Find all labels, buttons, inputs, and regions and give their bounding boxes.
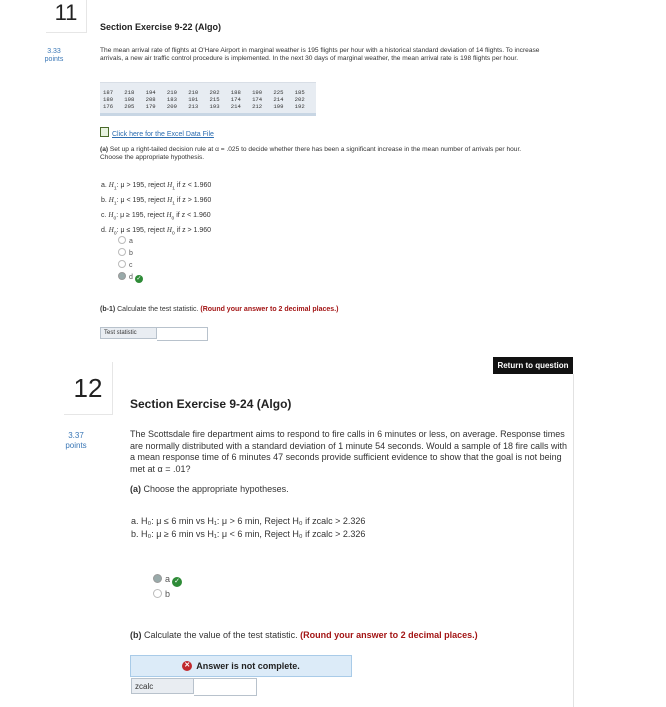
table-cell: 194	[145, 89, 156, 96]
error-x-icon: ✕	[182, 661, 192, 671]
table-cell: 180	[103, 96, 114, 103]
table-cell: 190	[252, 89, 263, 96]
question-description: The Scottsdale fire department aims to respond to fire calls in 6 minutes or less, on average. Response times are normally distributed with a standard deviation of 1 minute 54 seconds. Would a sample of 18 fire calls with a mean response time of 6 minutes 47 seconds provide sufficient evidence to show that the goal is not being met at α = .01?	[130, 429, 568, 474]
table-cell: 205	[124, 103, 135, 110]
test-statistic-label: Test statistic	[100, 327, 157, 339]
table-cell: 199	[273, 103, 284, 110]
table-row	[103, 103, 316, 110]
table-cell: 208	[145, 96, 156, 103]
radio-button[interactable]	[153, 589, 162, 598]
table-cell: 188	[230, 89, 241, 96]
part-a-label: (a)	[100, 146, 109, 153]
table-cell: 192	[294, 103, 305, 110]
radio-button[interactable]	[118, 236, 126, 244]
table-cell: 187	[103, 89, 114, 96]
question-description: The mean arrival rate of flights at O'Hare Airport in marginal weather is 195 flights per hour with a historical standard deviation of 14 flights. To increase arrivals, a new air traffic control procedure is implemented. In the next 30 days of marginal weather, the mean arrival rate is 198 flights per hour.	[100, 47, 540, 63]
choice-b: b. $H_1$: μ < 195, reject $H_1$ if z > 1.960	[101, 195, 212, 207]
question-points	[38, 48, 70, 65]
points-value: 3.37	[68, 431, 84, 440]
radio-button[interactable]	[118, 260, 126, 268]
choice-a: a. H₀: μ ≤ 6 min vs H₁: μ > 6 min, Reject H₀ if zcalc > 2.326	[131, 516, 366, 526]
data-table	[100, 82, 316, 116]
excel-file-icon	[100, 127, 109, 137]
table-cell: 191	[188, 96, 199, 103]
question-number-text: 12	[73, 372, 103, 403]
test-statistic-input[interactable]	[157, 327, 208, 341]
choice-b: b. H₀: μ ≥ 6 min vs H₁: μ < 6 min, Reject H₀ if zcalc > 2.326	[131, 529, 366, 539]
status-text: Answer is not complete.	[196, 661, 300, 671]
choice-d: d. $H_0$: μ ≤ 195, reject $H_0$ if z > 1.960	[101, 225, 212, 237]
question-points	[54, 431, 98, 450]
hypothesis-choices	[131, 515, 365, 541]
points-label: points	[44, 56, 64, 64]
radio-option-a[interactable]: a	[118, 236, 143, 248]
table-row	[103, 89, 316, 96]
table-cell: 174	[252, 96, 263, 103]
question-number-12	[64, 362, 113, 415]
table-cell: 176	[103, 103, 114, 110]
question-title: Section Exercise 9-22 (Algo)	[100, 22, 222, 32]
answer-radio-group	[153, 572, 182, 601]
points-value: 3.33	[47, 48, 61, 55]
question-divider	[573, 374, 574, 707]
table-cell: 214	[230, 103, 241, 110]
table-cell: 210	[166, 89, 177, 96]
table-cell: 174	[230, 96, 241, 103]
table-cell: 209	[166, 103, 177, 110]
table-cell: 213	[188, 103, 199, 110]
hypothesis-choices	[101, 180, 211, 240]
radio-button-selected[interactable]	[118, 272, 126, 280]
table-cell: 198	[124, 96, 135, 103]
zcalc-label: zcalc	[131, 678, 194, 694]
table-cell: 214	[273, 96, 284, 103]
excel-link-label: Click here for the Excel Data File	[112, 131, 214, 138]
choice-a: a. $H_1$: μ > 195, reject $H_1$ if z < 1.960	[101, 181, 212, 192]
table-cell: 179	[145, 103, 156, 110]
question-number-11	[46, 0, 87, 33]
excel-data-link[interactable]	[100, 127, 214, 138]
table-cell: 202	[294, 96, 305, 103]
zcalc-row	[131, 678, 257, 696]
table-cell: 210	[188, 89, 199, 96]
part-b-prompt: (b) Calculate the value of the test statistic. (Round your answer to 2 decimal places.)	[130, 630, 478, 640]
correct-check-icon: ✓	[172, 577, 182, 587]
radio-option-b[interactable]: b	[153, 587, 182, 601]
return-to-question-button[interactable]: Return to question	[493, 357, 573, 374]
table-cell: 202	[209, 89, 220, 96]
table-cell: 212	[252, 103, 263, 110]
question-number-text: 11	[54, 0, 78, 25]
answer-status-banner	[130, 655, 352, 677]
choice-c: c. $H_0$: μ ≥ 195, reject $H_0$ if z < 1.960	[101, 210, 211, 222]
part-a-prompt: (a) Choose the appropriate hypotheses.	[130, 484, 289, 494]
radio-button-selected[interactable]	[153, 574, 162, 583]
table-cell: 225	[273, 89, 284, 96]
points-label: points	[65, 440, 87, 450]
table-cell: 215	[209, 96, 220, 103]
zcalc-input[interactable]	[194, 678, 257, 696]
radio-button[interactable]	[118, 248, 126, 256]
radio-option-a[interactable]: a ✓	[153, 572, 182, 587]
table-cell: 193	[209, 103, 220, 110]
radio-option-b[interactable]: b	[118, 248, 143, 260]
part-b1-prompt: (b-1) Calculate the test statistic. (Round your answer to 2 decimal places.)	[100, 306, 339, 313]
correct-check-icon: ✓	[136, 276, 142, 282]
table-cell: 183	[166, 96, 177, 103]
table-cell: 218	[124, 89, 135, 96]
radio-option-d[interactable]: d ✓	[118, 272, 143, 284]
table-row	[103, 96, 316, 103]
radio-option-c[interactable]: c	[118, 260, 143, 272]
answer-radio-group	[118, 236, 143, 284]
question-title: Section Exercise 9-24 (Algo)	[130, 397, 292, 411]
part-a-text: Set up a right-tailed decision rule at α = .025 to decide whether there has been a significant increase in the mean number of arrivals per hour. Choose the appropriate hypothesis.	[100, 146, 522, 162]
part-a-prompt	[100, 146, 540, 162]
test-statistic-row	[100, 327, 208, 341]
table-cell: 185	[294, 89, 305, 96]
